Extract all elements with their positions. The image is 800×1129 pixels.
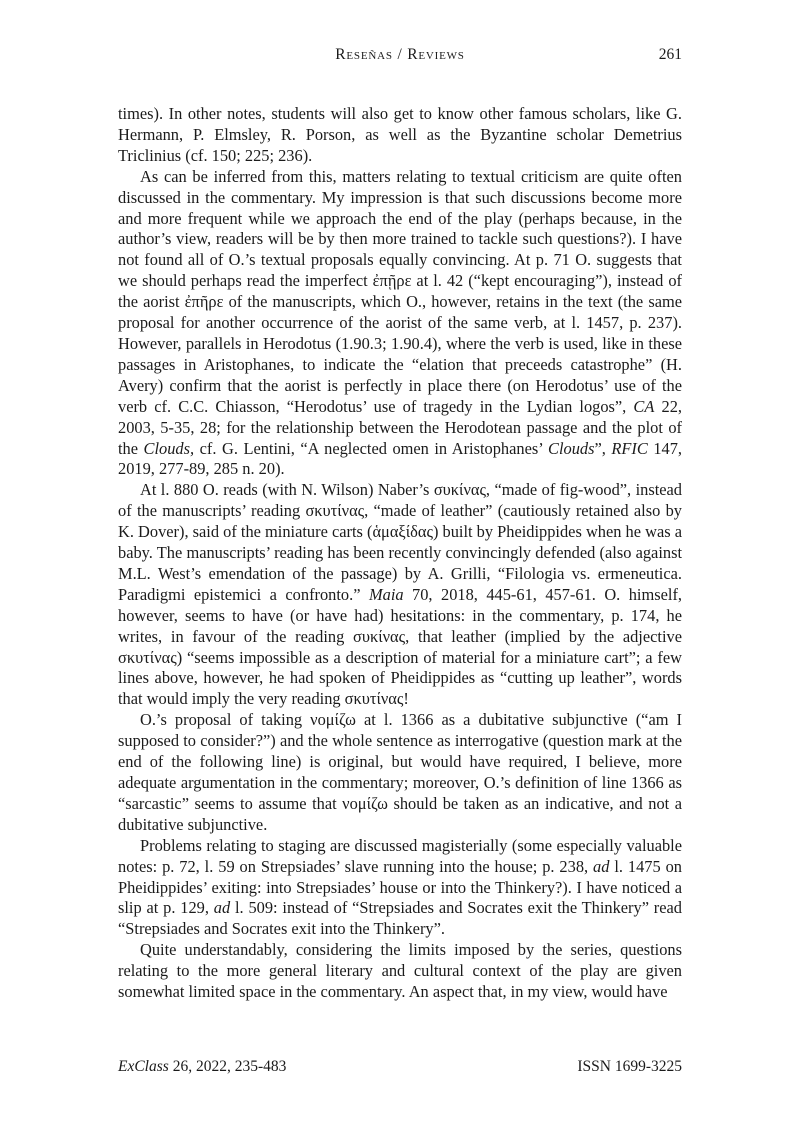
text-run: cf. G. Lentini, “A neglected omen in Aristophanes’ [194, 438, 549, 458]
text-run: 70, 2018, 445-61, 457-61. O. himself, however, seems to have (or have had) hesitations: in the commentary, p. 174, he writes, in favour of the reading συκίνας, that leather (implied by the adjective σκυτίνας) “seems impossible as a description of material for a miniature cart”; a few lines above, however, he had spoken of Pheidippides as “cutting up leather”, words that would imply the very reading σκυτίνας! [118, 584, 682, 709]
italic-run: RFIC [611, 438, 648, 458]
text-run: 22, 2003, 5-35, 28; for the relationship between the Herodotean passage and the plot of the [118, 396, 682, 458]
page-footer [118, 1058, 682, 1076]
paragraph [118, 104, 682, 167]
page-header [118, 46, 682, 68]
text-run: As can be inferred from this, matters relating to textual criticism are quite often discussed in the commentary. My impression is that such discussions become more and more frequent while we approach the end of the play (perhaps because, in the author’s view, readers will be by then more trained to tackle such questions?). I have not found all of O.’s textual proposals equally convincing. At p. 71 O. suggests that we should perhaps read the imperfect ἐπῇρε at l. 42 (“kept encouraging”), instead of the aorist ἐπῆρε of the manuscripts, which O., however, retains in the text (the same proposal for another occurrence of the aorist of the same verb, at l. 1457, p. 237). However, parallels in Herodotus (1.90.3; 1.90.4), where the verb is used, like in these passages in Aristophanes, to indicate the “elation that preceeds catastrophe” (H. Avery) confirm that the aorist is perfectly in place there (on Herodotus’ use of the verb cf. C.C. Chiasson, “Herodotus’ use of tragedy in the Lydian logos”, [118, 166, 682, 416]
text-run: 147, 2019, 277-89, 285 n. 20). [118, 438, 683, 479]
journal-name: ExClass [118, 1058, 169, 1075]
italic-run: Clouds, [143, 438, 195, 458]
text-run: O.’s proposal of taking νομίζω at l. 1366 as a dubitative subjunctive (“am I supposed to consider?”) and the whole sentence as interrogative (question mark at the end of the following line) is original, but would have required, I believe, more adequate argumentation in the commentary; moreover, O.’s definition of line 1366 as “sarcastic” seems to assume that νομίζω should be taken as an indicative, and not a dubitative subjunctive. [118, 710, 682, 834]
text-run: times). In other notes, students will also get to know other famous scholars, like G. Hermann, P. Elmsley, R. Porson, as well as the Byzantine scholar Demetrius Triclinius (cf. 150; 225; 236). [118, 104, 682, 165]
body-text [118, 104, 682, 1003]
italic-run: Clouds [548, 438, 595, 458]
journal-citation [118, 1058, 286, 1075]
paragraph [118, 940, 682, 1003]
italic-run: ad [213, 898, 231, 918]
text-run: l. 1475 on Pheidippides’ exiting: into Strepsiades’ house or into the Thinkery?). I have noticed a slip at p. 129, [118, 856, 682, 918]
paragraph [118, 710, 682, 835]
text-run: Quite understandably, considering the limits imposed by the series, questions relating to the more general literary and cultural context of the play are given somewhat limited space in the commentary. An aspect that, in my view, would have [118, 940, 682, 1002]
text-run: Problems relating to staging are discussed magisterially (some especially valuable notes: p. 72, l. 59 on Strepsiades’ slave running into the house; p. 238, [118, 835, 682, 876]
text-run: ”, [594, 438, 612, 458]
italic-run: CA [633, 396, 655, 416]
issn-label: ISSN 1699-3225 [577, 1058, 682, 1075]
italic-run: Maia [368, 584, 404, 604]
text-run: l. 509: instead of “Strepsiades and Socrates exit the Thinkery” read “Strepsiades and Socrates exit into the Thinkery”. [118, 898, 682, 939]
paragraph [118, 836, 682, 941]
running-head: Reseñas / Reviews [335, 46, 465, 63]
text-run: At l. 880 O. reads (with N. Wilson) Naber’s συκίνας, “made of fig-wood”, instead of the manuscripts’ reading σκυτίνας, “made of leather” (cautiously retained also by K. Dover), said of the miniature carts (ἁμαξίδας) built by Pheidippides when he was a baby. The manuscripts’ reading has been recently convincingly defended (also against M.L. West’s emendation of the passage) by A. Grilli, “Filologia vs. ermeneutica. Paradigmi epistemici a confronto.” [118, 480, 682, 604]
journal-volume-info: 26, 2022, 235-483 [168, 1058, 287, 1075]
paragraph [118, 480, 682, 710]
italic-run: ad [593, 856, 610, 876]
paragraph [118, 167, 682, 481]
page-number: 261 [658, 46, 682, 63]
